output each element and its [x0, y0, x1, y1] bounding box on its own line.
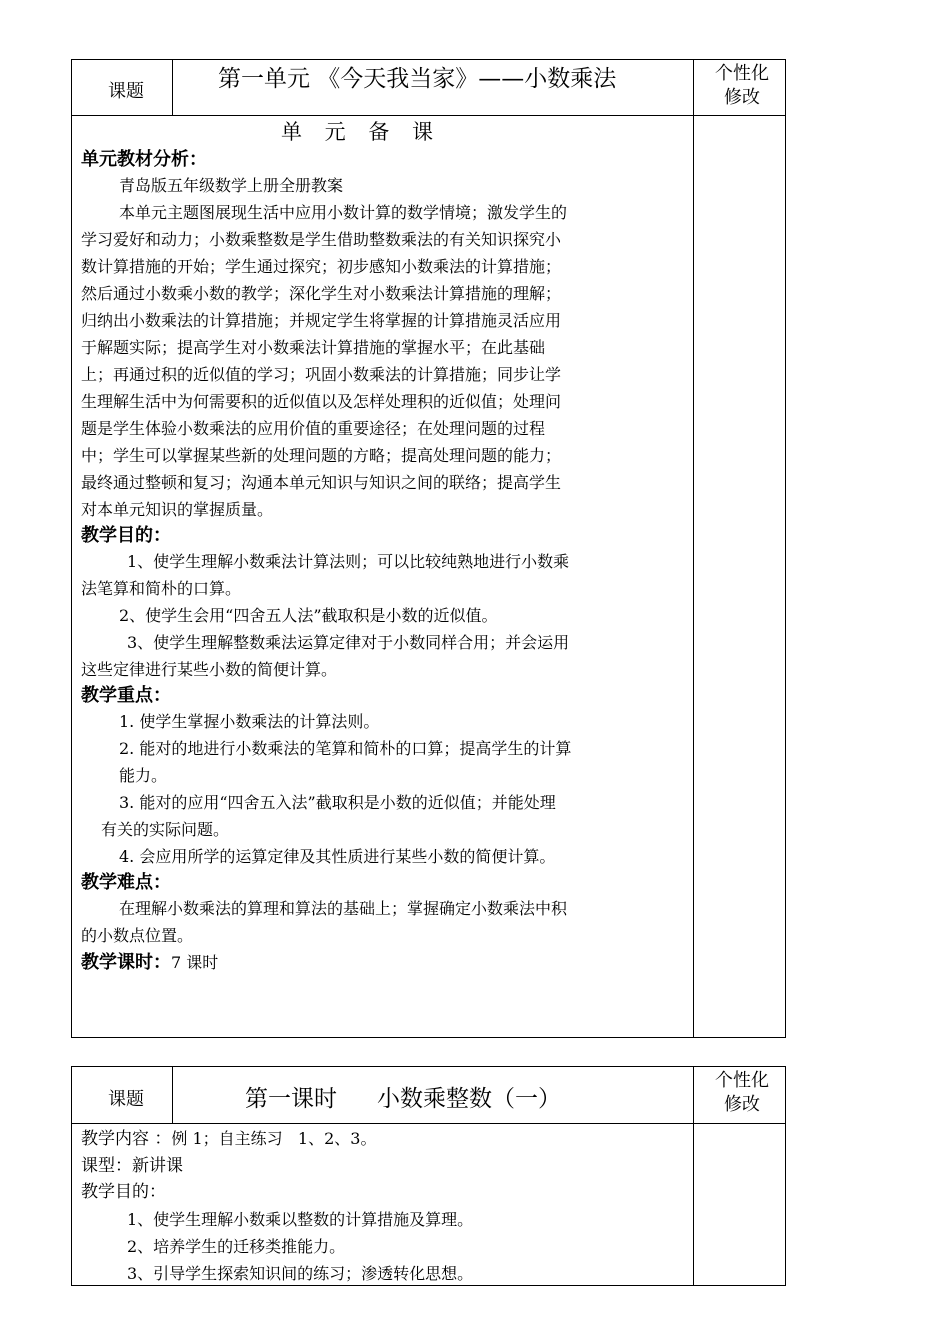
- key-point-line: 有关的实际问题。: [101, 820, 230, 839]
- side-label-line1: 个性化: [715, 63, 769, 84]
- unit-title: 第一单元 《今天我当家》——小数乘法: [218, 66, 617, 92]
- goal-line: 1、使学生理解小数乘以整数的计算措施及算理。: [127, 1210, 474, 1229]
- class-hours-value: 7 课时: [171, 953, 219, 972]
- goals-heading: 教学目的：: [81, 525, 171, 546]
- side-label-line2: 修改: [724, 1094, 760, 1115]
- key-point-line: 4. 会应用所学的运算定律及其性质进行某些小数的简便计算。: [119, 847, 556, 866]
- analysis-line: 归纳出小数乘法的计算措施；并规定学生将掌握的计算措施灵活应用: [81, 311, 562, 330]
- goal-line: 2、培养学生的迁移类推能力。: [127, 1237, 346, 1256]
- lesson-number: 第一课时: [245, 1086, 337, 1112]
- lesson-type-row: [81, 1152, 681, 1179]
- unit-plan-body: [81, 116, 681, 976]
- topic-label: 课题: [108, 1089, 144, 1110]
- analysis-heading: 单元教材分析：: [81, 149, 207, 170]
- analysis-line: 本单元主题图展现生活中应用小数计算的数学情境；激发学生的: [119, 203, 568, 222]
- goal-line: 法笔算和简朴的口算。: [81, 579, 242, 598]
- section-title: 单 元 备 课: [281, 120, 442, 144]
- key-point-line: 能力。: [119, 766, 168, 785]
- lesson-title: [245, 1080, 561, 1113]
- class-hours-heading: 教学课时：: [81, 952, 171, 973]
- side-label-line2: 修改: [724, 87, 760, 108]
- key-point-line: 1. 使学生掌握小数乘法的计算法则。: [119, 712, 380, 731]
- key-point-line: 3. 能对的应用“四舍五入法”截取积是小数的近似值；并能处理: [119, 793, 556, 812]
- analysis-line: 生理解生活中为何需要积的近似值以及怎样处理积的近似值；处理问: [81, 392, 562, 411]
- key-point-line: 2. 能对的地进行小数乘法的笔算和简朴的口算；提高学生的计算: [119, 739, 572, 758]
- analysis-line: 对本单元知识的掌握质量。: [81, 500, 274, 519]
- personalized-edit-label: [697, 62, 787, 110]
- header-divider: [172, 1067, 173, 1123]
- side-column-divider: [693, 1067, 694, 1285]
- content-row: [81, 1125, 681, 1152]
- side-label-line1: 个性化: [715, 1070, 769, 1091]
- analysis-line: 青岛版五年级数学上册全册教案: [119, 176, 344, 195]
- content-value: 例 1；自主练习 1、2、3。: [171, 1129, 377, 1148]
- difficulty-line: 在理解小数乘法的算理和算法的基础上；掌握确定小数乘法中积: [119, 899, 568, 918]
- goals-heading: 教学目的：: [81, 1182, 166, 1202]
- unit-lesson-plan-table: [71, 59, 786, 1038]
- class-hours-row: [81, 949, 681, 976]
- analysis-line: 题是学生体验小数乘法的应用价值的重要途径；在处理问题的过程: [81, 419, 546, 438]
- goal-line: 这些定律进行某些小数的简便计算。: [81, 660, 338, 679]
- analysis-line: 学习爱好和动力；小数乘整数是学生借助整数乘法的有关知识探究小: [81, 230, 562, 249]
- analysis-line: 中；学生可以掌握某些新的处理问题的方略；提高处理问题的能力；: [81, 446, 562, 465]
- analysis-line: 然后通过小数乘小数的教学；深化学生对小数乘法计算措施的理解；: [81, 284, 562, 303]
- topic-label: 课题: [108, 81, 144, 102]
- side-column-divider: [693, 60, 694, 1037]
- analysis-line: 最终通过整顿和复习；沟通本单元知识与知识之间的联络；提高学生: [81, 473, 562, 492]
- lesson-plan-table: [71, 1066, 786, 1286]
- goal-line: 3、引导学生探索知识间的练习；渗透转化思想。: [127, 1264, 474, 1283]
- goal-line: 1、使学生理解小数乘法计算法则；可以比较纯熟地进行小数乘: [127, 552, 570, 571]
- goal-line: 3、使学生理解整数乘法运算定律对于小数同样合用；并会运用: [127, 633, 570, 652]
- personalized-edit-label: [697, 1069, 787, 1117]
- goal-line: 2、使学生会用“四舍五人法”截取积是小数的近似值。: [119, 606, 498, 625]
- key-points-heading: 教学重点：: [81, 685, 171, 706]
- analysis-line: 数计算措施的开始；学生通过探究；初步感知小数乘法的计算措施；: [81, 257, 562, 276]
- content-heading: 教学内容 ：: [81, 1129, 172, 1149]
- analysis-line: 上；再通过积的近似值的学习；巩固小数乘法的计算措施；同步让学: [81, 365, 562, 384]
- difficulty-line: 的小数点位置。: [81, 926, 194, 945]
- lesson-plan-body: [81, 1125, 681, 1287]
- lesson-type-heading: 课型：: [81, 1156, 132, 1176]
- header-divider: [172, 60, 173, 115]
- lesson-name: 小数乘整数（一）: [377, 1086, 561, 1112]
- lesson-type-value: 新讲课: [132, 1156, 183, 1176]
- difficulty-heading: 教学难点：: [81, 872, 171, 893]
- analysis-line: 于解题实际；提高学生对小数乘法计算措施的掌握水平；在此基础: [81, 338, 546, 357]
